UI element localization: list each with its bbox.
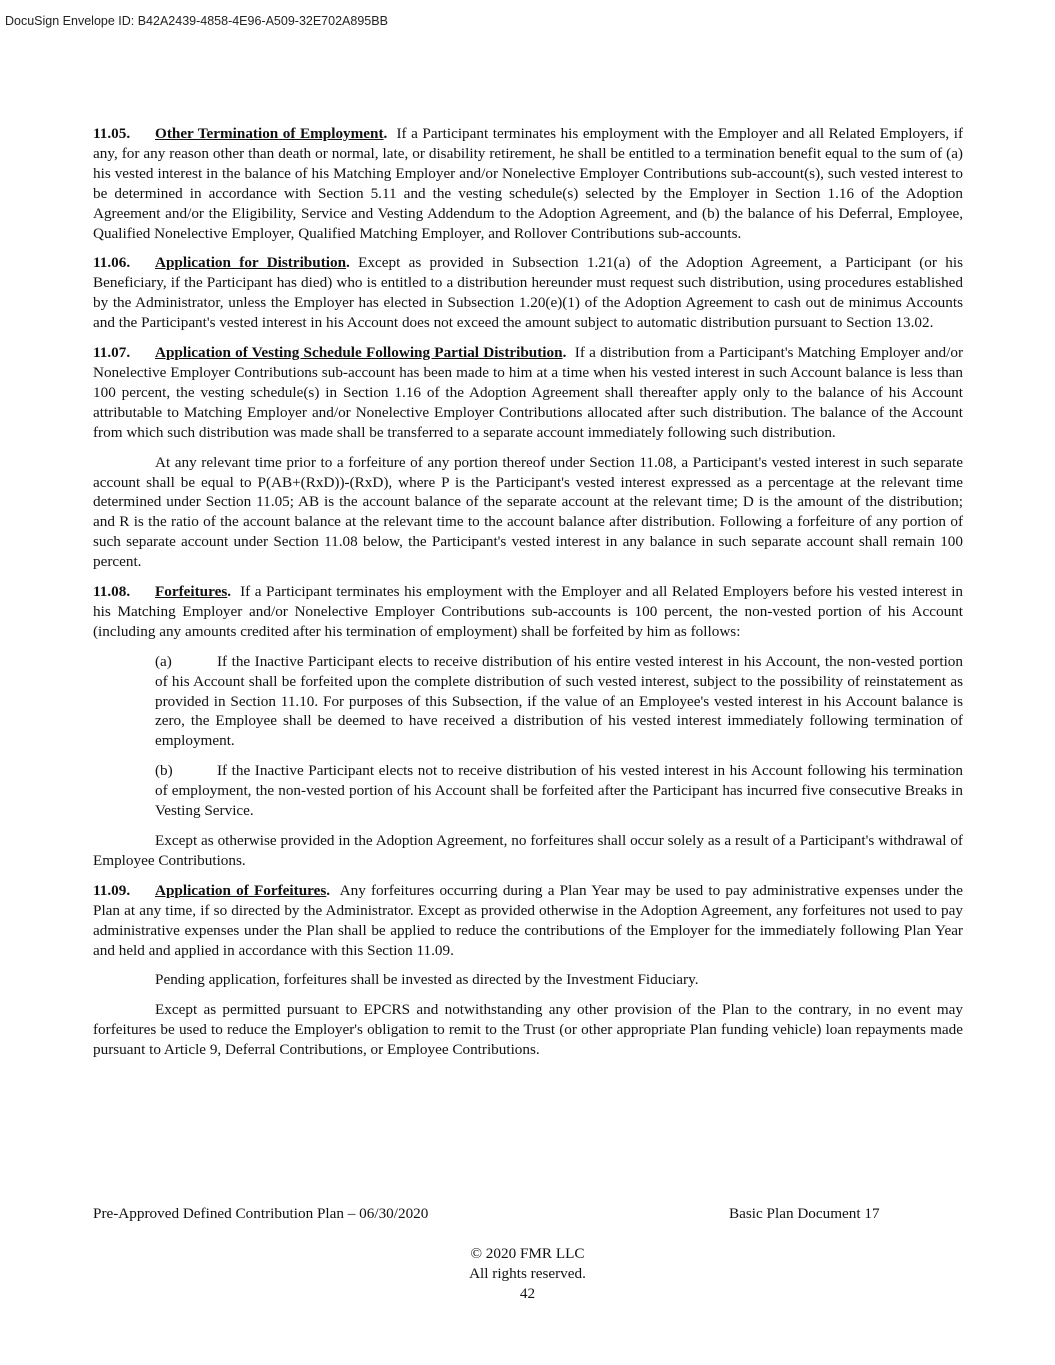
section-title: Forfeitures: [155, 583, 228, 601]
section-number: 11.07.: [93, 344, 131, 362]
section-number: 11.06.: [93, 254, 131, 272]
section-11-06: 11.06. Application for Distribution. Except as provided in Subsection 1.21(a) of the Adoption Agreement, a Participant (or his Beneficiary, if the Participant has died) who is entitled to a distribution hereunder must request such distribution, using procedures established by the Administrator, unless the Employer has elected in Subsection 1.20(e)(1) of the Adoption Agreement to cash out de minimus Accounts and the Participant's vested interest in his Account does not exceed the amount subject to automatic distribution pursuant to Section 13.02.: [93, 254, 963, 332]
subsection-a: [155, 652, 963, 752]
subsection-b: [155, 761, 963, 821]
section-11-05: 11.05. Other Termination of Employment. If a Participant terminates his employment with the Employer and all Related Employers, if any, for any reason other than death or normal, late, or disability retirement, he shall be entitled to a termination benefit equal to the sum of (a) his vested interest in the balance of his Matching Employer and/or Nonelective Employer Contributions sub-account(s), such vested interest to be determined in accordance with Section 5.11 and the vesting schedule(s) selected by the Employer in Section 1.16 of the Adoption Agreement and/or the Eligibility, Service and Vesting Addendum to the Adoption Agreement, and (b) the balance of his Deferral, Employee, Qualified Nonelective Employer, Qualified Matching Employer, and Rollover Contributions sub-accounts.: [93, 125, 963, 242]
subsection-text: If the Inactive Participant elects to receive distribution of his entire vested interest in his Account, the non-vested portion of his Account shall be forfeited upon the complete distribution of such vested interest, subject to the possibility of reinstatement as provided in Section 11.10. For purposes of this Subsection, if the value of an Employee's vested interest in his Account balance is zero, the Employee shall be deemed to have received a distribution of his vested interest immediately following termination of employment.: [155, 652, 963, 750]
page-number: 42: [519, 1285, 536, 1302]
section-11-07-paragraph-2: At any relevant time prior to a forfeiture of any portion thereof under Section 11.08, a Participant's vested interest in such separate account shall be equal to P(AB+(RxD))-(RxD), where P is the Participant's vested interest expressed as a percentage at the relevant time determined under Section 11.05; AB is the account balance of the separate account at the relevant time; D is the amount of the distribution; and R is the ratio of the account balance at the relevant time to the account balance after distribution. Following a forfeiture of any portion of such separate account under Section 11.08 below, the Participant's vested interest in any balance in such separate account shall remain 100 percent.: [93, 453, 963, 571]
section-title: Application for Distribution: [155, 254, 347, 272]
section-number: 11.05.: [93, 125, 131, 142]
section-11-09-paragraph-3: Except as permitted pursuant to EPCRS and notwithstanding any other provision of the Plan to the contrary, in no event may forfeitures be used to reduce the Employer's obligation to remit to the Trust (or other appropriate Plan funding vehicle) loan repayments made pursuant to Article 9, Deferral Contributions, or Employee Contributions.: [93, 1001, 963, 1059]
subsection-text: If the Inactive Participant elects not to receive distribution of his vested interest in his Account following his termination of employment, the non-vested portion of his Account shall be forfeited after the Participant has incurred five consecutive Breaks in Vesting Service.: [155, 762, 963, 820]
footer-plan-name: Pre-Approved Defined Contribution Plan – 06/30/2020: [93, 1205, 429, 1222]
section-11-08: 11.08. Forfeitures. If a Participant terminates his employment with the Employer and all Related Employers before his vested interest in his Matching Employer and/or Nonelective Employer Contributions sub-accounts is 100 percent, the non-vested portion of his Account (including any amounts credited after his termination of employment) shall be forfeited by him as follows:: [93, 583, 964, 640]
section-11-08-paragraph-2: Except as otherwise provided in the Adoption Agreement, no forfeitures shall occur solely as a result of a Participant's withdrawal of Employee Contributions.: [93, 832, 963, 869]
envelope-id: DocuSign Envelope ID: B42A2439-4858-4E96-A509-32E702A895BB: [5, 14, 388, 28]
section-title: Other Termination of Employment: [155, 125, 384, 142]
section-text: Any forfeitures occurring during a Plan Year may be used to pay administrative expenses under the Plan at any time, if so directed by the Administrator. Except as provided otherwise in the Adoption Agreement, any forfeitures not used to pay administrative expenses under the Plan shall be applied to reduce the contributions of the Employer for the immediately following Plan Year and held and applied in accordance with this Section 11.09.: [93, 881, 963, 959]
section-number: 11.09.: [93, 881, 131, 899]
section-text: If a Participant terminates his employment with the Employer and all Related Employers, if any, for any reason other than death or normal, late, or disability retirement, he shall be entitled to a termination benefit equal to the sum of (a) his vested interest in the balance of his Matching Employer and/or Nonelective Employer Contributions sub-account(s), such vested interest to be determined in accordance with Section 5.11 and the vesting schedule(s) selected by the Employer in Section 1.16 of the Adoption Agreement and/or the Eligibility, Service and Vesting Addendum to the Adoption Agreement, and (b) the balance of his Deferral, Employee, Qualified Nonelective Employer, Qualified Matching Employer, and Rollover Contributions sub-accounts.: [93, 125, 963, 242]
footer-copyright-block: [0, 1244, 1055, 1304]
section-text: Except as provided in Subsection 1.21(a) of the Adoption Agreement, a Participant (or his Beneficiary, if the Participant has died) who is entitled to a distribution hereunder must request such distribution, using procedures established by the Administrator, unless the Employer has elected in Subsection 1.20(e)(1) of the Adoption Agreement to cash out de minimus Accounts and the Participant's vested interest in his Account does not exceed the amount subject to automatic distribution pursuant to Section 13.02.: [93, 254, 963, 332]
rights-reserved: All rights reserved.: [469, 1265, 586, 1282]
copyright: © 2020 FMR LLC: [470, 1245, 585, 1262]
section-11-09: 11.09. Application of Forfeitures. Any forfeitures occurring during a Plan Year may be used to pay administrative expenses under the Plan at any time, if so directed by the Administrator. Except as provided otherwise in the Adoption Agreement, any forfeitures not used to pay administrative expenses under the Plan shall be applied to reduce the contributions of the Employer for the immediately following Plan Year and held and applied in accordance with this Section 11.09.: [93, 881, 963, 959]
subsection-label: (a): [155, 652, 172, 670]
section-title: Application of Forfeitures: [155, 881, 327, 899]
footer-document-name: Basic Plan Document 17: [729, 1205, 880, 1222]
section-number: 11.08.: [93, 583, 131, 601]
section-text: If a distribution from a Participant's Matching Employer and/or Nonelective Employer Contributions sub-account has been made to him at a time when his vested interest in such Account balance is less than 100 percent, the vesting schedule(s) in Section 1.16 of the Adoption Agreement shall thereafter apply only to the balance of his Account attributable to Matching Employer and/or Nonelective Employer Contributions allocated after such distribution. The balance of the Account from which such distribution was made shall be transferred to a separate account immediately following such distribution.: [93, 344, 964, 441]
document-body: [93, 124, 963, 1070]
section-text: If a Participant terminates his employment with the Employer and all Related Employers before his vested interest in his Matching Employer and/or Nonelective Employer Contributions sub-accounts is 100 percent, the non-vested portion of his Account (including any amounts credited after his termination of employment) shall be forfeited by him as follows:: [93, 583, 964, 640]
section-title: Application of Vesting Schedule Following Partial Distribution: [155, 344, 563, 362]
section-11-09-paragraph-2: Pending application, forfeitures shall be invested as directed by the Investment Fiduciary.: [155, 971, 699, 989]
section-11-07: 11.07. Application of Vesting Schedule Following Partial Distribution. If a distribution from a Participant's Matching Employer and/or Nonelective Employer Contributions sub-account has been made to him at a time when his vested interest in such Account balance is less than 100 percent, the vesting schedule(s) in Section 1.16 of the Adoption Agreement shall thereafter apply only to the balance of his Account attributable to Matching Employer and/or Nonelective Employer Contributions allocated after such distribution. The balance of the Account from which such distribution was made shall be transferred to a separate account immediately following such distribution.: [93, 344, 964, 441]
subsection-label: (b): [155, 762, 173, 780]
